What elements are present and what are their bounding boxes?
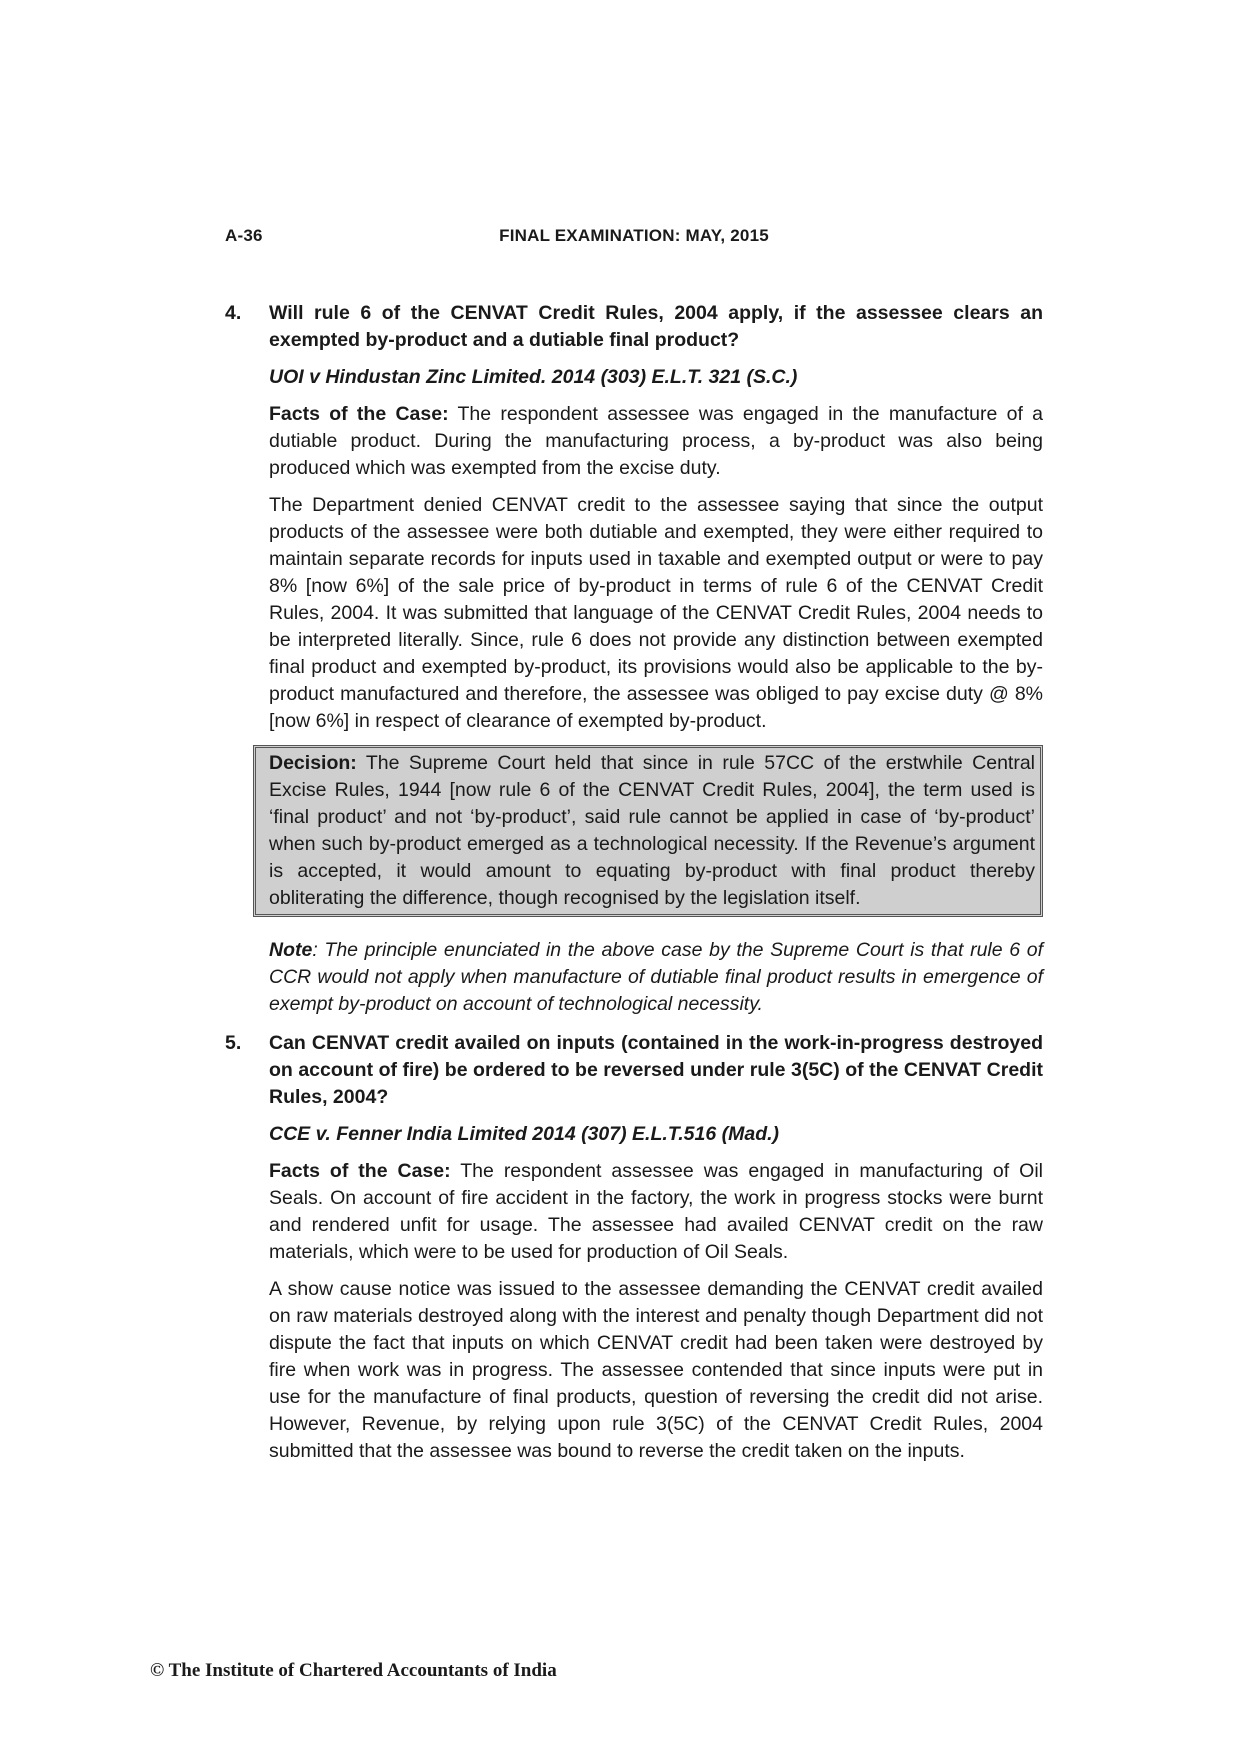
page-content [225, 300, 1043, 1475]
facts-label: Facts of the Case: [269, 403, 449, 425]
facts-paragraph [269, 401, 1043, 482]
note-paragraph [269, 937, 1043, 1018]
question-text: Will rule 6 of the CENVAT Credit Rules, 2004 apply, if the assessee clears an exempted by-product and a dutiable final product? [269, 302, 1043, 351]
question-4 [225, 300, 1043, 354]
decision-label: Decision: [269, 752, 357, 774]
facts-paragraph [269, 1158, 1043, 1266]
show-cause-paragraph: A show cause notice was issued to the assessee demanding the CENVAT credit availed on raw materials destroyed along with the interest and penalty though Department did not dispute the fact that inputs on which CENVAT credit had been taken were destroyed by fire when work was in progress. The assessee contended that since inputs were put in use for the manufacture of final products, question of reversing the credit did not arise. However, Revenue, by relying upon rule 3(5C) of the CENVAT Credit Rules, 2004 submitted that the assessee was bound to reverse the credit taken on the inputs. [269, 1277, 1043, 1462]
question-5-body [269, 1121, 1043, 1465]
note-wrapper [269, 937, 1043, 1018]
decision-box [253, 745, 1043, 917]
facts-text: The respondent assessee was engaged in manufacturing of Oil Seals. On account of fire accident in the factory, the work in progress stocks were burnt and rendered unfit for usage. The assessee had availed CENVAT credit on the raw materials, which were to be used for production of Oil Seals. [269, 1159, 1043, 1263]
footer-copyright: © The Institute of Chartered Accountants of India [150, 1660, 557, 1681]
page-number: A-36 [225, 226, 263, 245]
facts-text: The respondent assessee was engaged in the manufacture of a dutiable product. During the manufacturing process, a by-product was also being produced which was exempted from the excise duty. [269, 403, 1043, 479]
facts-label: Facts of the Case: [269, 1159, 451, 1182]
exam-title: FINAL EXAMINATION: MAY, 2015 [499, 226, 769, 245]
case-citation: CCE v. Fenner India Limited 2014 (307) E.L.T.516 (Mad.) [269, 1122, 780, 1145]
page-header [225, 226, 1043, 250]
case-citation: UOI v Hindustan Zinc Limited. 2014 (303) E.L.T. 321 (S.C.) [269, 366, 798, 388]
question-5 [225, 1030, 1043, 1111]
question-number: 4. [225, 302, 242, 324]
question-4-body [269, 364, 1043, 735]
question-text: Can CENVAT credit availed on inputs (contained in the work-in-progress destroyed on account of fire) be ordered to be reversed under rule 3(5C) of the CENVAT Credit Rules, 2004? [269, 1031, 1043, 1108]
department-paragraph: The Department denied CENVAT credit to the assessee saying that since the output products of the assessee were both dutiable and exempted, they were either required to maintain separate records for inputs used in taxable and exempted output or were to pay 8% [now 6%] of the sale price of by-product in terms of rule 6 of the CENVAT Credit Rules, 2004. It was submitted that language of the CENVAT Credit Rules, 2004 needs to be interpreted literally. Since, rule 6 does not provide any distinction between exempted final product and exempted by-product, its provisions would also be applicable to the by-product manufactured and therefore, the assessee was obliged to pay excise duty @ 8% [now 6%] in respect of clearance of exempted by-product. [269, 494, 1043, 732]
question-number: 5. [225, 1031, 242, 1054]
note-label: Note [269, 938, 313, 961]
decision-text: The Supreme Court held that since in rule 57CC of the erstwhile Central Excise Rules, 1944 [now rule 6 of the CENVAT Credit Rules, 2004], the term used is ‘final product’ and not ‘by-product’, said rule cannot be applied in case of ‘by-product’ when such by-product emerged as a technological necessity. If the Revenue’s argument is accepted, it would amount to equating by-product with final product thereby obliterating the difference, though recognised by the legislation itself. [269, 752, 1035, 909]
note-text: : The principle enunciated in the above case by the Supreme Court is that rule 6 of CCR would not apply when manufacture of dutiable final product results in emergence of exempt by-product on account of technological necessity. [269, 938, 1043, 1015]
